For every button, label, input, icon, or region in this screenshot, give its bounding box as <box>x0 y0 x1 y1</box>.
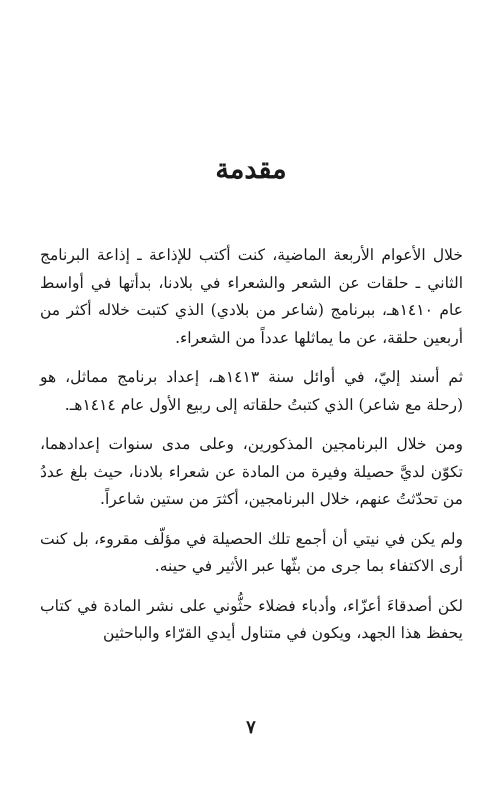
paragraph-3: ومن خلال البرنامجين المذكورين، وعلى مدى سنوات إعدادهما، تكوّن لديَّ حصيلة وفيرة من المادة عن شعراء بلادنا، حيث بلغ عددُ من تحدّثتُ عنهم، خلال البرنامجين، أكثرَ من ستين شاعراً. <box>40 435 463 508</box>
page-number: ٧ <box>246 717 256 738</box>
page-title: مقدمة <box>215 154 287 185</box>
paragraph-4: ولم يكن في نيتي أن أجمع تلك الحصيلة في مؤلّف مقروء، بل كنت أرى الاكتفاء بما جرى من بثّها عبر الأثير في حينه. <box>40 529 463 575</box>
paragraph-2: ثم أسند إليّ، في أوائل سنة ١٤١٣هـ، إعداد برنامج مماثل، هو (رحلة مع شاعر) الذي كتبتُ حلقاته إلى ربيع الأول عام ١٤١٤هـ. <box>40 368 464 414</box>
paragraph-5: لكن أصدقاءَ أعزّاء، وأدباء فضلاء حثُّوني على نشر المادة في كتاب يحفظ هذا الجهد، ويكون في متناول أيدي القرّاء والباحثين <box>40 596 463 642</box>
body-text <box>40 242 463 660</box>
paragraph-1: خلال الأعوام الأربعة الماضية، كنت أكتب للإذاعة ـ إذاعة البرنامج الثاني ـ حلقات عن الشعر والشعراء في بلادنا، بدأتها في أواسط عام ١٤١٠هـ، ببرنامج (شاعر من بلادي) الذي كتبت خلاله أكثر من أربعين حلقة، عن ما يماثلها عدداً من الشعراء. <box>40 246 463 347</box>
